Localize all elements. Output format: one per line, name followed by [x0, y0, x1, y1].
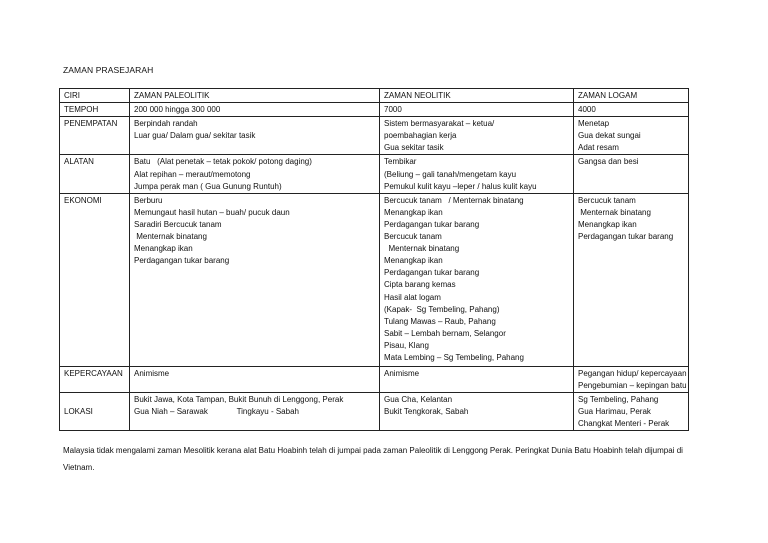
cell-line: Berpindah randah	[134, 119, 198, 129]
cell-line: Animisme	[384, 368, 420, 378]
cell-line: Bercucuk tanam	[384, 232, 442, 242]
cell-line: Mata Lembing – Sg Tembeling, Pahang	[384, 352, 524, 362]
cell-paleolitik	[130, 366, 380, 392]
cell-neolitik	[380, 366, 574, 392]
cell-logam	[574, 193, 689, 366]
cell-line: Menetap	[578, 119, 610, 129]
row-label-text: EKONOMI	[64, 195, 102, 205]
cell-line: Bukit Jawa, Kota Tampan, Bukit Bunuh di Lenggong, Perak	[134, 394, 344, 404]
cell-line: Cipta barang kemas	[384, 280, 456, 290]
cell-line: Pemukul kulit kayu –leper / halus kulit kayu	[384, 181, 537, 191]
cell-line: 4000	[578, 105, 596, 115]
table-row	[60, 117, 689, 155]
cell-line: Bukit Tengkorak, Sabah	[384, 407, 469, 417]
cell-line: Perdagangan tukar barang	[384, 219, 480, 229]
cell-line: (Kapak- Sg Tembeling, Pahang)	[384, 304, 500, 314]
cell-line: Jumpa perak man ( Gua Gunung Runtuh)	[134, 181, 282, 191]
header-ciri: CIRI	[60, 89, 130, 103]
cell-line: Menangkap ikan	[384, 207, 443, 217]
cell-paleolitik	[130, 103, 380, 117]
cell-logam	[574, 103, 689, 117]
table-row	[60, 155, 689, 193]
cell-logam	[574, 392, 689, 430]
cell-line: Alat repihan – meraut/memotong	[134, 169, 251, 179]
cell-line: Perdagangan tukar barang	[578, 232, 674, 242]
row-label-text: PENEMPATAN	[64, 119, 118, 129]
cell-line: Saradiri Bercucuk tanam	[134, 219, 222, 229]
table-header-row	[60, 89, 689, 103]
cell-line: Luar gua/ Dalam gua/ sekitar tasik	[134, 131, 256, 141]
cell-line: (Beliung – gali tanah/mengetam kayu	[384, 169, 517, 179]
cell-line: Bercucuk tanam / Menternak binatang	[384, 195, 524, 205]
row-label	[60, 366, 130, 392]
row-label	[60, 117, 130, 155]
cell-line: Perdagangan tukar barang	[134, 256, 230, 266]
row-label	[60, 103, 130, 117]
cell-line: Changkat Menteri - Perak	[578, 419, 670, 429]
cell-line: Gangsa dan besi	[578, 157, 639, 167]
cell-logam	[574, 155, 689, 193]
cell-logam	[574, 117, 689, 155]
cell-line: Gua sekitar tasik	[384, 143, 444, 153]
cell-line: Memungaut hasil hutan – buah/ pucuk daun	[134, 207, 290, 217]
cell-line: Tulang Mawas – Raub, Pahang	[384, 316, 496, 326]
prehistoric-era-table	[59, 88, 689, 431]
cell-line: Pengebumian – kepingan batu	[578, 380, 687, 390]
cell-line: poembahagian kerja	[384, 131, 457, 141]
cell-line: 7000	[384, 105, 402, 115]
cell-line: Gua dekat sungai	[578, 131, 641, 141]
cell-neolitik	[380, 117, 574, 155]
cell-logam	[574, 366, 689, 392]
cell-line: Adat resam	[578, 143, 619, 153]
row-label-text: KEPERCAYAAN	[64, 368, 123, 378]
table-row	[60, 366, 689, 392]
cell-line: Bercucuk tanam	[578, 195, 636, 205]
cell-line: Perdagangan tukar barang	[384, 268, 480, 278]
header-logam: ZAMAN LOGAM	[574, 89, 689, 103]
cell-line: Menangkap ikan	[578, 219, 637, 229]
cell-neolitik	[380, 392, 574, 430]
cell-neolitik	[380, 193, 574, 366]
document-title: ZAMAN PRASEJARAH	[63, 65, 154, 75]
cell-neolitik	[380, 155, 574, 193]
cell-line: Menternak binatang	[384, 244, 460, 254]
row-label-text: ALATAN	[64, 157, 94, 167]
cell-line: Tembikar	[384, 157, 417, 167]
cell-line: Gua Niah – Sarawak Tingkayu - Sabah	[134, 407, 299, 417]
cell-line: Hasil alat logam	[384, 292, 441, 302]
cell-paleolitik	[130, 155, 380, 193]
cell-line: Batu (Alat penetak – tetak pokok/ potong daging)	[134, 157, 312, 167]
cell-neolitik	[380, 103, 574, 117]
cell-line: Berburu	[134, 195, 163, 205]
cell-line: Menternak binatang	[578, 207, 651, 217]
row-label	[60, 155, 130, 193]
cell-line: Sabit – Lembah bernam, Selangor	[384, 328, 506, 338]
cell-line: Pisau, Klang	[384, 340, 429, 350]
cell-line: Gua Harimau, Perak	[578, 407, 651, 417]
cell-line: Sg Tembeling, Pahang	[578, 394, 659, 404]
table-row	[60, 193, 689, 366]
cell-line: Menternak binatang	[134, 232, 207, 242]
cell-paleolitik	[130, 392, 380, 430]
cell-line: Pegangan hidup/ kepercayaan	[578, 368, 687, 378]
footnote-paragraph: Malaysia tidak mengalami zaman Mesolitik kerana alat Batu Hoabinh telah di jumpai pada zaman Paleolitik di Lenggong Perak. Peringkat Dunia Batu Hoabinh telah dijumpai di Vietnam.	[63, 446, 683, 472]
cell-line: Animisme	[134, 368, 170, 378]
header-neolitik: ZAMAN NEOLITIK	[380, 89, 574, 103]
row-label-text: LOKASI	[64, 406, 93, 416]
row-label	[60, 193, 130, 366]
row-label-text: TEMPOH	[64, 105, 99, 115]
row-label	[60, 392, 130, 430]
cell-line: Menangkap ikan	[134, 244, 193, 254]
table-row	[60, 103, 689, 117]
cell-line: 200 000 hingga 300 000	[134, 105, 221, 115]
cell-paleolitik	[130, 193, 380, 366]
table-row	[60, 392, 689, 430]
cell-line: Gua Cha, Kelantan	[384, 394, 453, 404]
cell-line: Sistem bermasyarakat – ketua/	[384, 119, 495, 129]
header-paleolitik: ZAMAN PALEOLITIK	[130, 89, 380, 103]
cell-line: Menangkap ikan	[384, 256, 443, 266]
cell-paleolitik	[130, 117, 380, 155]
